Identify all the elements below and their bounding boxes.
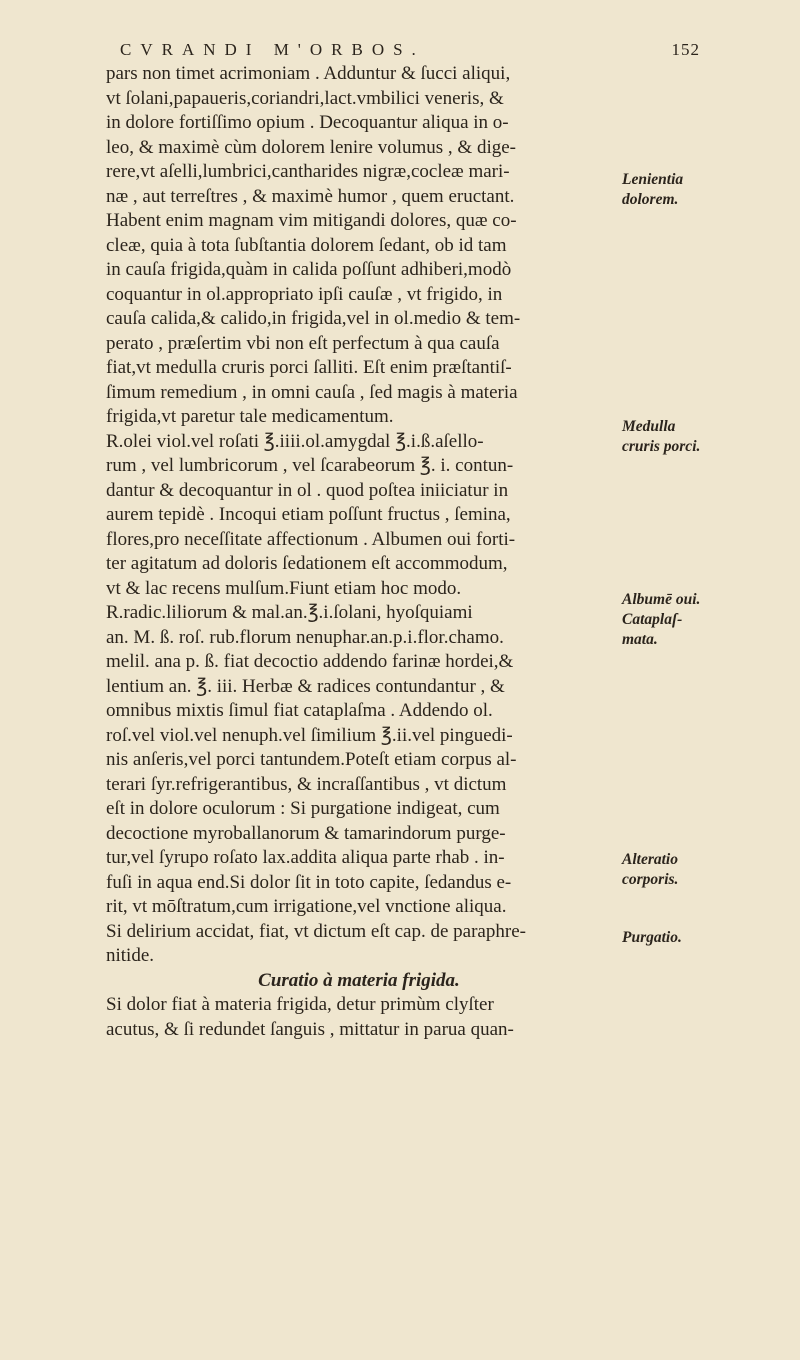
text-line: næ , aut terreſtres , & maximè humor , quem eructant. <box>106 185 515 207</box>
text-line: decoctione myroballanorum & tamarindorum purge- <box>106 822 506 844</box>
margin-note-line: corporis. <box>622 871 679 888</box>
margin-note-line: dolorem. <box>622 191 679 208</box>
text-line: omnibus mixtis ſimul fiat cataplaſma . Addendo ol. <box>106 700 493 721</box>
text-line: ſimum remedium , in omni cauſa , ſed magis à materia <box>106 381 518 403</box>
text-line: vt ſolani,papaueris,coriandri,lact.vmbilici veneris, & <box>106 87 504 109</box>
text-line: flores,pro neceſſitate affectionum . Albumen oui forti- <box>106 528 516 550</box>
text-line: nis anſeris,vel porci tantundem.Poteſt etiam corpus al- <box>106 749 517 770</box>
text-line: vt & lac recens mulſum.Fiunt etiam hoc modo. <box>106 577 462 599</box>
text-line: coquantur in ol.appropriato ipſi cauſæ , vt frigido, in <box>106 283 503 305</box>
running-header <box>120 40 700 60</box>
text-line: tur,vel ſyrupo roſato lax.addita aliqua parte rhab . in- <box>106 847 505 868</box>
margin-note-line: Purgatio. <box>622 929 682 946</box>
text-line: terari ſyr.refrigerantibus, & incraſſantibus , vt dictum <box>106 773 507 795</box>
text-line: Si dolor fiat à materia frigida, detur primùm clyſter <box>106 994 494 1015</box>
main-text-block <box>106 62 612 1042</box>
margin-note-purgatio <box>622 928 772 948</box>
text-line: rit, vt mōſtratum,cum irrigatione,vel vnctione aliqua. <box>106 896 507 917</box>
margin-note-albumen <box>622 590 772 650</box>
text-line: an. M. ß. roſ. rub.florum nenuphar.an.p.i.flor.chamo. <box>106 626 504 648</box>
text-line: Habent enim magnam vim mitigandi dolores, quæ co- <box>106 210 517 231</box>
text-line: pars non timet acrimoniam . Adduntur & ſucci aliqui, <box>106 63 511 84</box>
text-line: rum , vel lumbricorum , vel ſcarabeorum ℥. i. contun- <box>106 455 514 476</box>
text-line: in cauſa frigida,quàm in calida poſſunt adhiberi,modò <box>106 259 512 280</box>
text-line: eſt in dolore oculorum : Si purgatione indigeat, cum <box>106 798 500 819</box>
text-line: dantur & decoquantur in ol . quod poſtea iniiciatur in <box>106 479 509 501</box>
text-line: melil. ana p. ß. fiat decoctio addendo farinæ hordei,& <box>106 651 514 672</box>
margin-note-line: Lenientia <box>622 171 684 188</box>
section-heading: Curatio à materia frigida. <box>258 969 460 991</box>
text-line: roſ.vel viol.vel nenuph.vel ſimilium ℥.ii.vel pinguedi- <box>106 724 513 746</box>
margin-note-line: Cataplaſ- <box>622 611 683 628</box>
text-line: in dolore fortiſſimo opium . Decoquantur aliqua in o- <box>106 112 509 133</box>
text-line: lentium an. ℥. iii. Herbæ & radices contundantur , & <box>106 675 505 697</box>
margin-note-line: mata. <box>622 631 658 648</box>
text-line: R.radic.liliorum & mal.an.℥.i.ſolani, hyoſquiami <box>106 602 473 623</box>
text-line: aurem tepidè . Incoqui etiam poſſunt fructus , ſemina, <box>106 504 511 525</box>
margin-note-line: Alteratio <box>622 851 678 868</box>
page-number: 152 <box>671 40 700 59</box>
text-line: fiat,vt medulla cruris porci ſalliti. Eſt enim præſtantiſ- <box>106 357 512 378</box>
margin-note-line: Albumē oui. <box>622 591 701 608</box>
margin-note-lenientia <box>622 170 772 210</box>
text-line: fuſi in aqua end.Si dolor ſit in toto capite, ſedandus e- <box>106 871 512 893</box>
margin-note-line: cruris porci. <box>622 438 701 455</box>
margin-note-line: Medulla <box>622 418 676 435</box>
text-line: cauſa calida,& calido,in frigida,vel in ol.medio & tem- <box>106 308 521 329</box>
text-line: perato , præſertim vbi non eſt perfectum à qua cauſa <box>106 332 500 354</box>
text-line: nitide. <box>106 945 155 966</box>
text-line: Si delirium accidat, fiat, vt dictum eſt cap. de paraphre- <box>106 920 526 942</box>
text-line: frigida,vt paretur tale medicamentum. <box>106 406 394 427</box>
text-line: ter agitatum ad doloris ſedationem eſt accommodum, <box>106 553 508 574</box>
margin-note-alteratio <box>622 850 772 890</box>
text-line: R.olei viol.vel roſati ℥.iiii.ol.amygdal ℥.i.ß.aſello- <box>106 430 484 452</box>
text-line: leo, & maximè cùm dolorem lenire volumus , & dige- <box>106 136 516 158</box>
margin-note-medulla <box>622 417 772 457</box>
text-line: cleæ, quia à tota ſubſtantia dolorem ſedant, ob id tam <box>106 234 507 256</box>
text-line: acutus, & ſi redundet ſanguis , mittatur in parua quan- <box>106 1018 514 1040</box>
text-line: rere,vt aſelli,lumbrici,cantharides nigræ,cocleæ mari- <box>106 161 510 182</box>
running-title: CVRANDI M'ORBOS. <box>120 40 425 59</box>
